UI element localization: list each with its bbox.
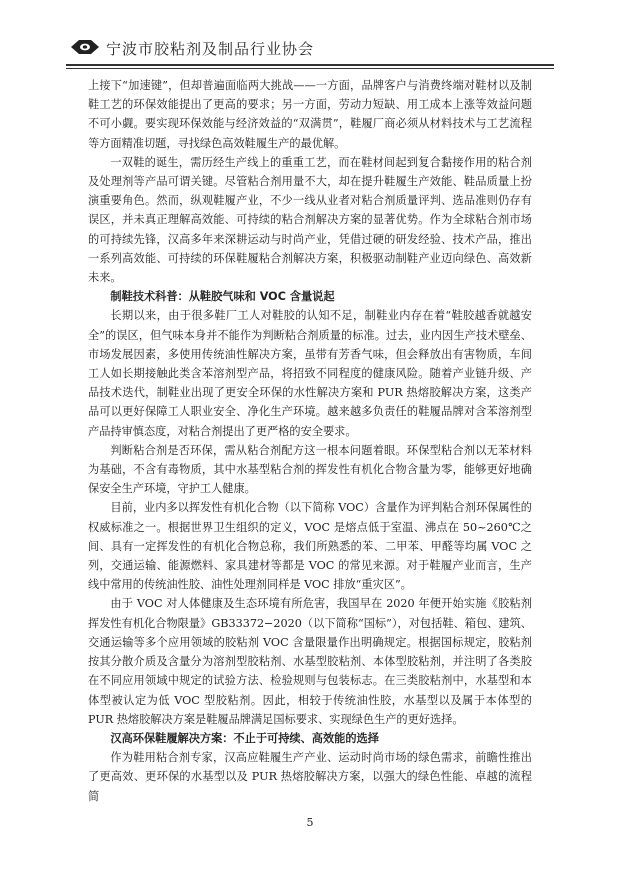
paragraph: 长期以来，由于很多鞋厂工人对鞋胶的认知不足，制鞋业内存在着“鞋胶越香就越安全”的误区，但气味本身并不能作为判断粘合剂质量的标准。过去，业内因生产技术壁垒、市场发展因素，多使用传统油性解决方案，虽带有芳香气味，但会释放出有害物质，车间工人如长期接触此类含苯溶剂型产品，将招致不同程度的健康风险。随着产业链升级、产品技术迭代，制鞋业出现了更安全环保的水性解决方案和 PUR 热熔胶解决方案，这类产品可以更好保障工人职业安全、净化生产环境。越来越多负责任的鞋履品牌对含苯溶剂型产品持审慎态度，对粘合剂提出了更严格的安全要求。 bbox=[88, 309, 532, 438]
article-body bbox=[88, 76, 532, 806]
header-divider-thin bbox=[66, 68, 554, 69]
header-divider-thick bbox=[66, 64, 554, 66]
paragraph: 上接下“加速键”，但却普遍面临两大挑战——一方面，品牌客户与消费终端对鞋材以及制鞋工艺的环保效能提出了更高的要求；另一方面，劳动力短缺、用工成本上涨等效益问题不可小觑。要实现环保效能与经济效益的“双满贯”，鞋履厂商必须从材料技术与工艺流程等方面精准切题，寻找绿色高效鞋履生产的最优解。 bbox=[88, 79, 532, 150]
page-header bbox=[66, 36, 554, 60]
association-logo-icon bbox=[70, 38, 100, 56]
paragraph: 判断粘合剂是否环保，需从粘合剂配方这一根本问题着眼。环保型粘合剂以无苯材料为基础，不含有毒物质，其中水基型粘合剂的挥发性有机化合物含量为零，能够更好地确保安全生产环境，守护工人健康。 bbox=[88, 443, 532, 496]
section-heading: 汉高环保鞋履解决方案：不止于可持续、高效能的选择 bbox=[110, 731, 379, 745]
header-title: 宁波市胶粘剂及制品行业协会 bbox=[106, 40, 315, 58]
paragraph: 一双鞋的诞生，需历经生产线上的重重工艺，而在鞋材间起到复合黏接作用的粘合剂及处理剂等产品可谓关键。尽管粘合剂用量不大，却在提升鞋履生产效能、鞋品质量上扮演重要角色。然而，纵观鞋履产业，不少一线从业者对粘合剂质量评判、选品准则仍存有误区，并未真正理解高效能、可持续的粘合剂解决方案的显著优势。作为全球粘合剂市场的可持续先锋，汉高多年来深耕运动与时尚产业，凭借过硬的研发经验、技术产品，推出一系列高效能、可持续的环保鞋履粘合剂解决方案，积极驱动制鞋产业迈向绿色、高效新未来。 bbox=[88, 155, 532, 285]
paragraph: 由于 VOC 对人体健康及生态环境有所危害，我国早在 2020 年便开始实施《胶粘剂挥发性有机化合物限量》GB33372−2020（以下简称“国标”），对包括鞋、箱包、建筑、交通运输等多个应用领域的胶粘剂 VOC 含量限量作出明确规定。根据国标规定，胶粘剂按其分散介质及含量分为溶剂型胶粘剂、水基型胶粘剂、本体型胶粘剂，并注明了各类胶在不同应用领域中规定的试验方法、检验规则与包装标志。在三类胶粘剂中，水基型和本体型被认定为低 VOC 型胶粘剂。因此，相较于传统油性胶，水基型以及属于本体型的 PUR 热熔胶解决方案是鞋履品牌满足国标要求、实现绿色生产的更好选择。 bbox=[88, 597, 532, 726]
section-heading: 制鞋技术科普：从鞋胶气味和 VOC 含量说起 bbox=[110, 290, 335, 304]
paragraph: 作为鞋用粘合剂专家，汉高应鞋履生产产业、运动时尚市场的绿色需求，前瞻性推出了更高效、更环保的水基型以及 PUR 热熔胶解决方案，以强大的绿色性能、卓越的流程简 bbox=[88, 751, 532, 803]
page-number: 5 bbox=[306, 816, 314, 829]
paragraph: 目前，业内多以挥发性有机化合物（以下简称 VOC）含量作为评判粘合剂环保属性的权威标准之一。根据世界卫生组织的定义，VOC 是熔点低于室温、沸点在 50~260℃之间、具有一定挥发性的有机化合物总称，我们所熟悉的苯、二甲苯、甲醛等均属 VOC 之列，交通运输、能源燃料、家具建材等都是 VOC 的常见来源。对于鞋履产业而言，生产线中常用的传统油性胶、油性处理剂同样是 VOC 排放“重灾区”。 bbox=[88, 501, 532, 592]
